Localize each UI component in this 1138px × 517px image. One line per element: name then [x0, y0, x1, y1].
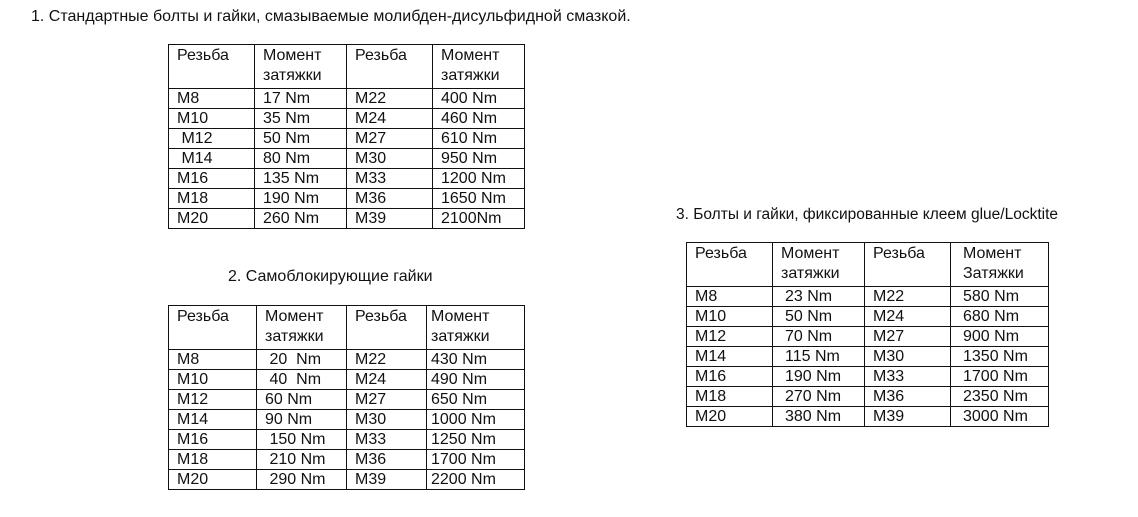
table-row	[169, 189, 525, 209]
table-cell: M16	[169, 169, 255, 189]
table-cell: 90 Nm	[257, 410, 347, 430]
table-cell: M39	[865, 407, 951, 427]
table-row	[169, 450, 525, 470]
table-row	[169, 430, 525, 450]
table-row	[169, 350, 525, 370]
table-cell: 290 Nm	[257, 470, 347, 490]
table-cell: 680 Nm	[951, 307, 1049, 327]
table-cell: 1350 Nm	[951, 347, 1049, 367]
table-row	[169, 129, 525, 149]
table-cell: M14	[687, 347, 773, 367]
table-cell: M33	[865, 367, 951, 387]
header-thread: Резьба	[687, 243, 773, 287]
table-cell: 2100Nm	[433, 209, 525, 229]
table-cell: M33	[347, 430, 427, 450]
table-cell: 460 Nm	[433, 109, 525, 129]
table-cell: 50 Nm	[255, 129, 347, 149]
table-cell: 950 Nm	[433, 149, 525, 169]
table-cell: M22	[347, 89, 433, 109]
table-cell: 260 Nm	[255, 209, 347, 229]
table-cell: M30	[347, 410, 427, 430]
table-row	[687, 347, 1049, 367]
table-cell: M20	[169, 209, 255, 229]
table-cell: 650 Nm	[427, 390, 525, 410]
table-cell: M27	[347, 129, 433, 149]
table-cell: 60 Nm	[257, 390, 347, 410]
table-row	[169, 410, 525, 430]
header-thread: Резьба	[865, 243, 951, 287]
table-row	[687, 327, 1049, 347]
table-cell: 135 Nm	[255, 169, 347, 189]
header-torque: Момент затяжки	[433, 45, 525, 89]
table-cell: 1700 Nm	[951, 367, 1049, 387]
table-cell: M20	[169, 470, 257, 490]
table-row	[169, 109, 525, 129]
table-cell: 2200 Nm	[427, 470, 525, 490]
table-cell: 40 Nm	[257, 370, 347, 390]
table-cell: 1250 Nm	[427, 430, 525, 450]
header-torque: Момент затяжки	[255, 45, 347, 89]
table-row	[169, 89, 525, 109]
table-cell: M10	[169, 109, 255, 129]
table-cell: 17 Nm	[255, 89, 347, 109]
header-torque: Момент Затяжки	[951, 243, 1049, 287]
table-cell: 2350 Nm	[951, 387, 1049, 407]
table-row	[687, 287, 1049, 307]
table-cell: M12	[169, 129, 255, 149]
table-cell: M36	[347, 189, 433, 209]
table-cell: 190 Nm	[773, 367, 865, 387]
table-cell: M16	[169, 430, 257, 450]
table-cell: M33	[347, 169, 433, 189]
table-cell: 190 Nm	[255, 189, 347, 209]
table-cell: M27	[865, 327, 951, 347]
table-cell: M14	[169, 410, 257, 430]
table-cell: M27	[347, 390, 427, 410]
table-cell: M14	[169, 149, 255, 169]
table-cell: 35 Nm	[255, 109, 347, 129]
table-row	[687, 387, 1049, 407]
table-cell: M8	[169, 89, 255, 109]
section-2-title: 2. Самоблокирующие гайки	[228, 268, 433, 285]
table-cell: 270 Nm	[773, 387, 865, 407]
table-row	[687, 307, 1049, 327]
table-row	[169, 470, 525, 490]
table-cell: M12	[169, 390, 257, 410]
header-thread: Резьба	[347, 306, 427, 350]
table-cell: M12	[687, 327, 773, 347]
table-cell: M10	[687, 307, 773, 327]
table-cell: M8	[169, 350, 257, 370]
table-cell: M20	[687, 407, 773, 427]
table-cell: 23 Nm	[773, 287, 865, 307]
table-cell: M36	[347, 450, 427, 470]
table-row	[169, 149, 525, 169]
table-cell: M18	[169, 450, 257, 470]
table-cell: M8	[687, 287, 773, 307]
table-row	[687, 407, 1049, 427]
table-cell: 430 Nm	[427, 350, 525, 370]
section-1-title: 1. Стандартные болты и гайки, смазываемые молибден-дисульфидной смазкой.	[31, 8, 631, 25]
table-header-row	[687, 243, 1049, 287]
header-thread: Резьба	[347, 45, 433, 89]
table-cell: 580 Nm	[951, 287, 1049, 307]
table-cell: 380 Nm	[773, 407, 865, 427]
table-cell: M24	[865, 307, 951, 327]
section-3-table	[686, 242, 1049, 427]
table-row	[169, 390, 525, 410]
table-cell: M24	[347, 370, 427, 390]
table-cell: 1000 Nm	[427, 410, 525, 430]
table-cell: M30	[347, 149, 433, 169]
table-cell: 70 Nm	[773, 327, 865, 347]
table-cell: 490 Nm	[427, 370, 525, 390]
table-cell: M18	[169, 189, 255, 209]
table-cell: M22	[865, 287, 951, 307]
header-thread: Резьба	[169, 306, 257, 350]
table-cell: M22	[347, 350, 427, 370]
header-torque: Момент затяжки	[773, 243, 865, 287]
table-row	[169, 169, 525, 189]
table-row	[169, 209, 525, 229]
table-cell: M30	[865, 347, 951, 367]
table-cell: M39	[347, 470, 427, 490]
table-cell: M39	[347, 209, 433, 229]
table-cell: 400 Nm	[433, 89, 525, 109]
table-cell: M18	[687, 387, 773, 407]
table-cell: M24	[347, 109, 433, 129]
table-cell: 50 Nm	[773, 307, 865, 327]
table-cell: 1650 Nm	[433, 189, 525, 209]
table-cell: 20 Nm	[257, 350, 347, 370]
table-cell: 1700 Nm	[427, 450, 525, 470]
table-cell: M10	[169, 370, 257, 390]
table-cell: 210 Nm	[257, 450, 347, 470]
header-torque: Момент затяжки	[257, 306, 347, 350]
table-header-row	[169, 45, 525, 89]
table-cell: 610 Nm	[433, 129, 525, 149]
header-thread: Резьба	[169, 45, 255, 89]
table-cell: 1200 Nm	[433, 169, 525, 189]
table-cell: 900 Nm	[951, 327, 1049, 347]
table-cell: M16	[687, 367, 773, 387]
table-cell: 115 Nm	[773, 347, 865, 367]
section-1-table	[168, 44, 525, 229]
table-cell: 80 Nm	[255, 149, 347, 169]
table-row	[169, 370, 525, 390]
table-cell: M36	[865, 387, 951, 407]
section-2-table	[168, 305, 525, 490]
table-row	[687, 367, 1049, 387]
header-torque: Момент затяжки	[427, 306, 525, 350]
table-cell: 150 Nm	[257, 430, 347, 450]
table-cell: 3000 Nm	[951, 407, 1049, 427]
table-header-row	[169, 306, 525, 350]
section-3-title: 3. Болты и гайки, фиксированные клеем glue/Locktite	[676, 206, 1058, 223]
